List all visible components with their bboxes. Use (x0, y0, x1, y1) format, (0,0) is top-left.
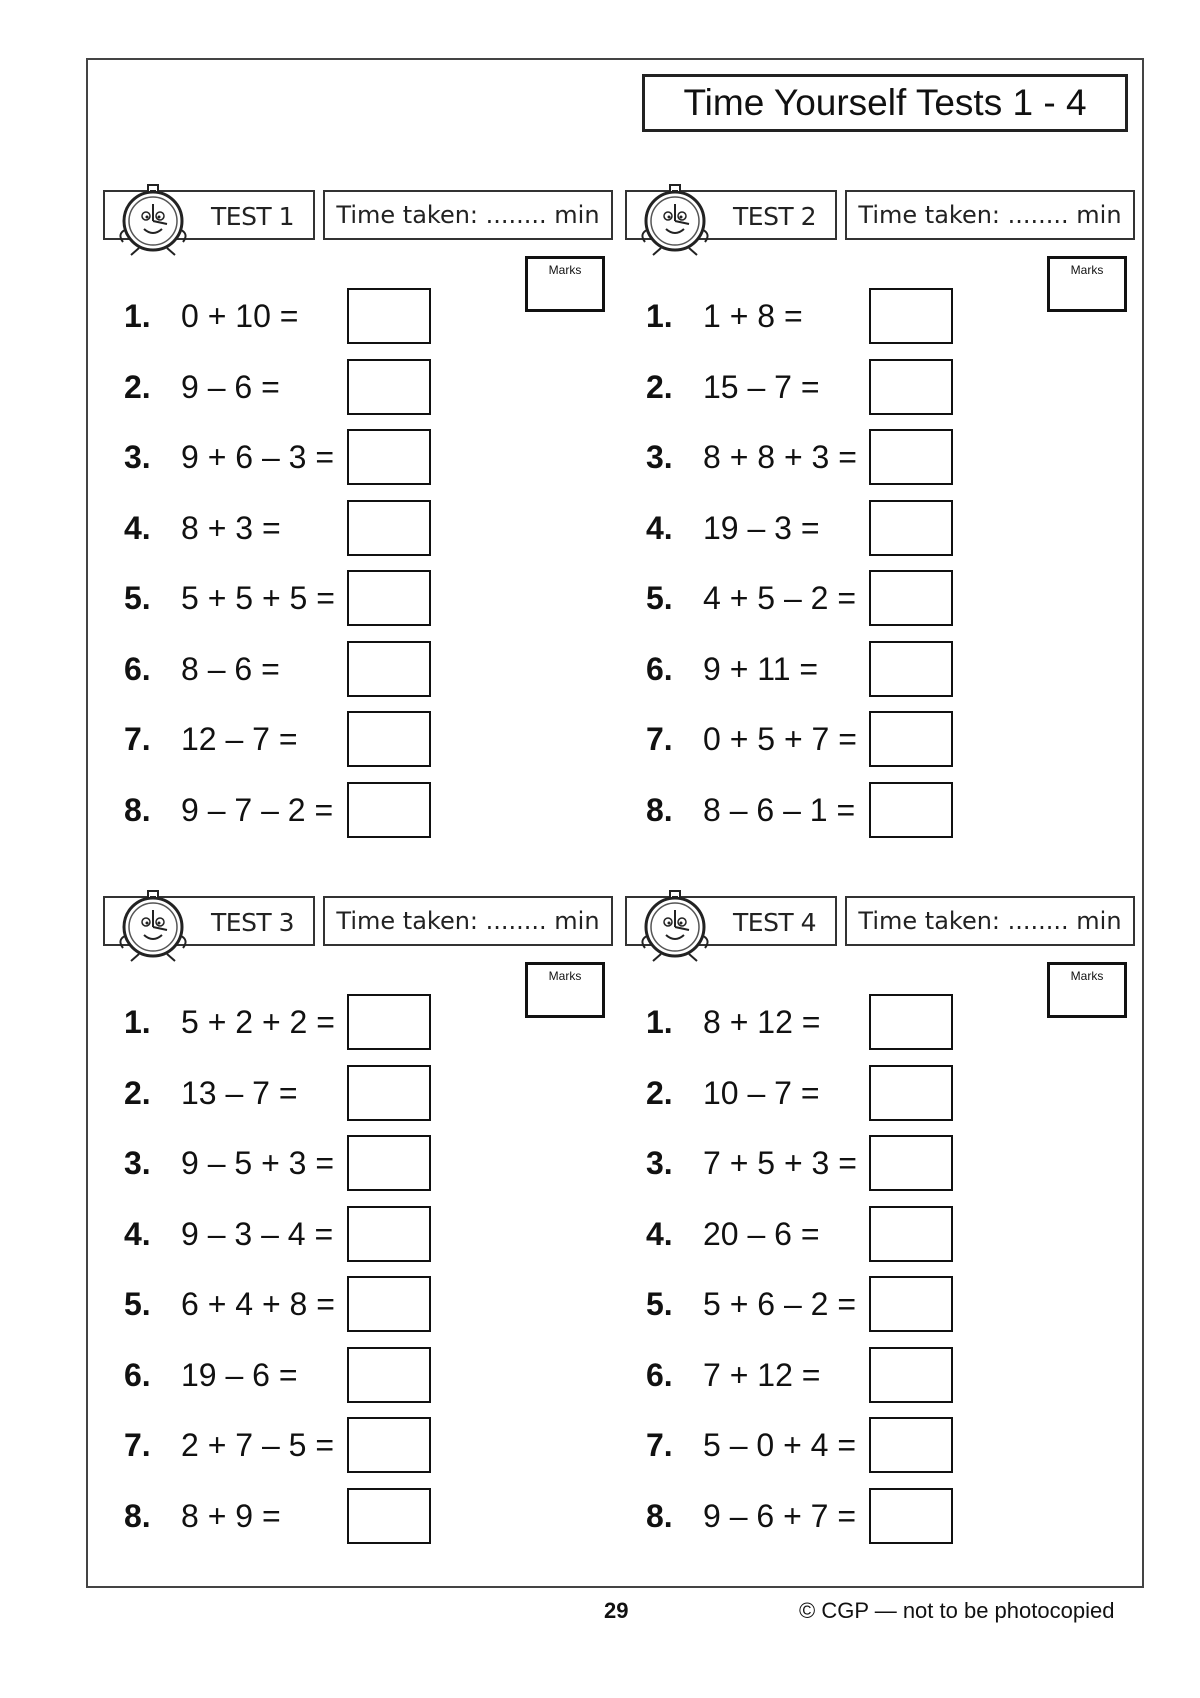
question-expression: 9 – 3 – 4 = (181, 1216, 334, 1252)
time-taken-label: Time taken: ........ min (858, 907, 1122, 935)
question-number: 3. (646, 439, 673, 475)
question-row (103, 1276, 613, 1334)
question-expression: 12 – 7 = (181, 721, 298, 757)
question-row (103, 500, 613, 558)
question-row (103, 711, 613, 769)
question-number: 5. (646, 1286, 673, 1322)
question-row (103, 1135, 613, 1193)
question-number: 2. (124, 1075, 151, 1111)
test-header (103, 892, 613, 948)
answer-box[interactable] (347, 782, 431, 838)
question-expression: 9 – 5 + 3 = (181, 1145, 335, 1181)
question-row (103, 359, 613, 417)
time-taken-label: Time taken: ........ min (336, 907, 600, 935)
page-title-text: Time Yourself Tests 1 - 4 (683, 82, 1087, 123)
page-number: 29 (604, 1598, 629, 1623)
test-header (103, 186, 613, 242)
answer-box[interactable] (869, 782, 953, 838)
question-row (103, 1065, 613, 1123)
answer-box[interactable] (347, 429, 431, 485)
answer-box[interactable] (869, 994, 953, 1050)
question-number: 4. (124, 1216, 151, 1252)
question-number: 7. (646, 721, 673, 757)
answer-box[interactable] (347, 1417, 431, 1473)
answer-box[interactable] (869, 429, 953, 485)
answer-box[interactable] (347, 359, 431, 415)
answer-box[interactable] (347, 500, 431, 556)
question-row (625, 711, 1135, 769)
answer-box[interactable] (869, 1276, 953, 1332)
question-number: 2. (646, 1075, 673, 1111)
question-row (103, 1488, 613, 1546)
marks-label: Marks (1070, 969, 1104, 983)
question-row (103, 570, 613, 628)
question-row (103, 994, 613, 1052)
question-row (625, 1065, 1135, 1123)
answer-box[interactable] (347, 1135, 431, 1191)
question-number: 3. (124, 439, 151, 475)
question-number: 7. (646, 1427, 673, 1463)
question-expression: 4 + 5 – 2 = (703, 580, 857, 616)
test-label: TEST 3 (211, 908, 295, 937)
test-label: TEST 4 (733, 908, 817, 937)
question-number: 4. (646, 510, 673, 546)
question-number: 3. (646, 1145, 673, 1181)
question-number: 6. (646, 1357, 673, 1393)
question-row (625, 570, 1135, 628)
answer-box[interactable] (869, 1347, 953, 1403)
question-expression: 9 – 6 = (181, 369, 280, 405)
question-row (103, 429, 613, 487)
question-expression: 19 – 6 = (181, 1357, 298, 1393)
answer-box[interactable] (869, 500, 953, 556)
test-label: TEST 1 (211, 202, 295, 231)
question-row (625, 500, 1135, 558)
time-taken-label: Time taken: ........ min (336, 201, 600, 229)
question-expression: 9 – 7 – 2 = (181, 792, 334, 828)
test-label: TEST 2 (733, 202, 817, 231)
question-number: 8. (124, 1498, 151, 1534)
question-row (103, 1206, 613, 1264)
question-number: 5. (124, 1286, 151, 1322)
question-expression: 8 + 12 = (703, 1004, 821, 1040)
question-expression: 13 – 7 = (181, 1075, 298, 1111)
answer-box[interactable] (869, 1417, 953, 1473)
time-taken-label: Time taken: ........ min (858, 201, 1122, 229)
test-header (625, 892, 1135, 948)
question-expression: 5 + 6 – 2 = (703, 1286, 857, 1322)
answer-box[interactable] (347, 570, 431, 626)
question-expression: 8 + 8 + 3 = (703, 439, 857, 475)
question-expression: 8 + 3 = (181, 510, 281, 546)
test-header (625, 186, 1135, 242)
answer-box[interactable] (869, 1206, 953, 1262)
question-expression: 5 – 0 + 4 = (703, 1427, 857, 1463)
question-number: 1. (124, 298, 151, 334)
question-number: 6. (124, 1357, 151, 1393)
question-number: 6. (646, 651, 673, 687)
question-row (625, 1276, 1135, 1334)
question-number: 1. (646, 298, 673, 334)
question-row (103, 288, 613, 346)
question-number: 5. (124, 580, 151, 616)
test-4 (625, 892, 1135, 1572)
answer-box[interactable] (347, 711, 431, 767)
question-expression: 2 + 7 – 5 = (181, 1427, 335, 1463)
time-taken-field[interactable] (323, 896, 613, 946)
marks-label: Marks (548, 263, 582, 277)
question-number: 4. (646, 1216, 673, 1252)
question-expression: 15 – 7 = (703, 369, 820, 405)
answer-box[interactable] (347, 1488, 431, 1544)
page-title (642, 74, 1128, 132)
question-expression: 5 + 2 + 2 = (181, 1004, 335, 1040)
question-expression: 7 + 12 = (703, 1357, 821, 1393)
answer-box[interactable] (869, 359, 953, 415)
question-number: 7. (124, 721, 151, 757)
question-row (625, 641, 1135, 699)
question-expression: 1 + 8 = (703, 298, 803, 334)
question-expression: 9 + 11 = (703, 651, 819, 687)
question-expression: 8 – 6 = (181, 651, 280, 687)
answer-box[interactable] (869, 288, 953, 344)
question-expression: 20 – 6 = (703, 1216, 820, 1252)
question-expression: 5 + 5 + 5 = (181, 580, 335, 616)
question-row (625, 782, 1135, 840)
test-2 (625, 186, 1135, 866)
question-expression: 7 + 5 + 3 = (703, 1145, 857, 1181)
answer-box[interactable] (869, 1488, 953, 1544)
time-taken-field[interactable] (845, 190, 1135, 240)
answer-box[interactable] (347, 1065, 431, 1121)
answer-box[interactable] (347, 1276, 431, 1332)
question-number: 8. (646, 792, 673, 828)
copyright-notice: © CGP — not to be photocopied (799, 1598, 1115, 1623)
question-row (625, 1417, 1135, 1475)
question-number: 7. (124, 1427, 151, 1463)
answer-box[interactable] (347, 1347, 431, 1403)
test-1 (103, 186, 613, 866)
question-number: 8. (124, 792, 151, 828)
question-expression: 9 + 6 – 3 = (181, 439, 335, 475)
answer-box[interactable] (869, 570, 953, 626)
question-expression: 0 + 10 = (181, 298, 299, 334)
time-taken-field[interactable] (845, 896, 1135, 946)
question-row (625, 359, 1135, 417)
question-row (103, 1417, 613, 1475)
question-number: 5. (646, 580, 673, 616)
question-row (625, 1206, 1135, 1264)
time-taken-field[interactable] (323, 190, 613, 240)
question-number: 8. (646, 1498, 673, 1534)
question-expression: 19 – 3 = (703, 510, 820, 546)
stopwatch-clock-icon (113, 888, 193, 964)
stopwatch-clock-icon (113, 182, 193, 258)
answer-box[interactable] (869, 1135, 953, 1191)
stopwatch-clock-icon (635, 182, 715, 258)
question-expression: 10 – 7 = (703, 1075, 820, 1111)
answer-box[interactable] (347, 994, 431, 1050)
question-row (103, 782, 613, 840)
marks-label: Marks (1070, 263, 1104, 277)
question-row (103, 1347, 613, 1405)
question-row (625, 288, 1135, 346)
question-number: 4. (124, 510, 151, 546)
answer-box[interactable] (347, 641, 431, 697)
question-expression: 9 – 6 + 7 = (703, 1498, 857, 1534)
question-number: 1. (124, 1004, 151, 1040)
answer-box[interactable] (347, 288, 431, 344)
question-row (103, 641, 613, 699)
answer-box[interactable] (869, 711, 953, 767)
question-expression: 8 – 6 – 1 = (703, 792, 856, 828)
question-row (625, 1488, 1135, 1546)
question-row (625, 429, 1135, 487)
question-row (625, 1135, 1135, 1193)
question-row (625, 1347, 1135, 1405)
question-expression: 6 + 4 + 8 = (181, 1286, 335, 1322)
answer-box[interactable] (869, 641, 953, 697)
stopwatch-clock-icon (635, 888, 715, 964)
question-expression: 0 + 5 + 7 = (703, 721, 857, 757)
answer-box[interactable] (869, 1065, 953, 1121)
answer-box[interactable] (347, 1206, 431, 1262)
question-number: 1. (646, 1004, 673, 1040)
test-3 (103, 892, 613, 1572)
question-number: 6. (124, 651, 151, 687)
question-number: 3. (124, 1145, 151, 1181)
question-number: 2. (124, 369, 151, 405)
question-number: 2. (646, 369, 673, 405)
question-row (625, 994, 1135, 1052)
marks-label: Marks (548, 969, 582, 983)
question-expression: 8 + 9 = (181, 1498, 281, 1534)
